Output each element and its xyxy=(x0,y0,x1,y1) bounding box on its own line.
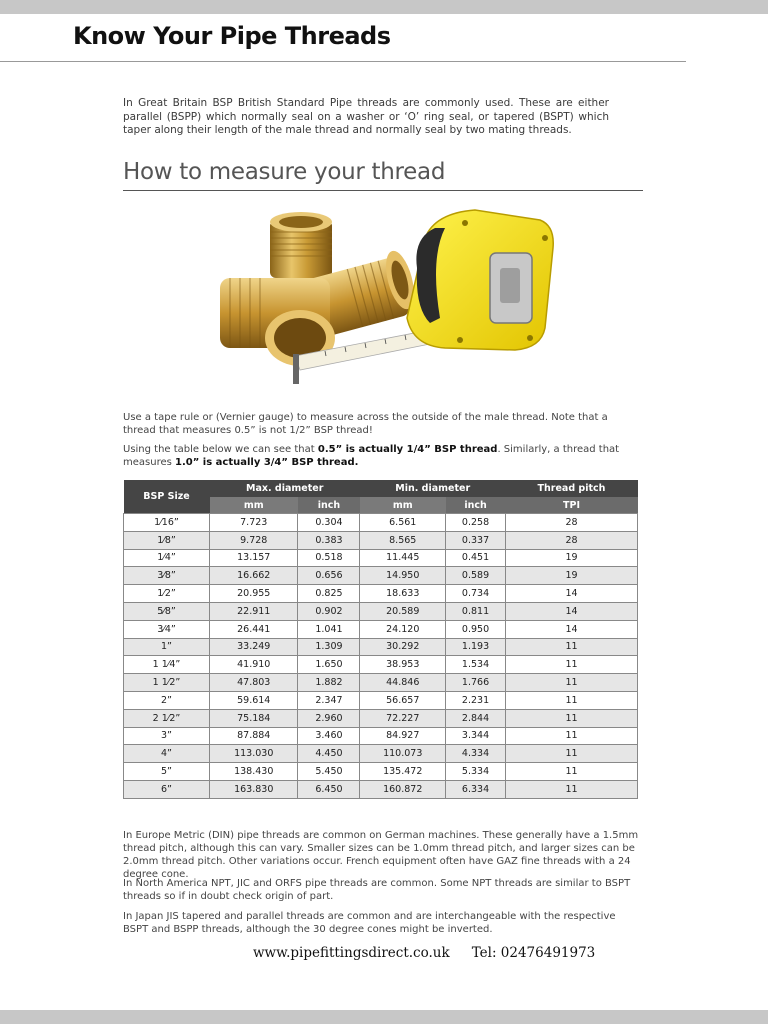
cell-min-inch: 1.193 xyxy=(446,638,506,656)
cell-min-mm: 56.657 xyxy=(360,691,446,709)
cell-bsp-size: 2” xyxy=(124,691,210,709)
japan-paragraph: In Japan JIS tapered and parallel threads are common and are interchangeable with the respective BSPT and BSPP threads, although the 30 degree cones might be inverted. xyxy=(123,911,616,935)
cell-max-mm: 87.884 xyxy=(210,727,298,745)
cell-min-mm: 38.953 xyxy=(360,656,446,674)
cell-max-mm: 22.911 xyxy=(210,602,298,620)
cell-tpi: 11 xyxy=(505,638,637,656)
cell-min-inch: 0.734 xyxy=(446,585,506,603)
top-border-bar xyxy=(0,0,768,14)
cell-max-inch: 2.960 xyxy=(298,709,360,727)
section-divider xyxy=(123,190,643,191)
cell-bsp-size: 1” xyxy=(124,638,210,656)
cell-min-mm: 135.472 xyxy=(360,763,446,781)
example-paragraph xyxy=(123,443,643,469)
subheader-min-inch: inch xyxy=(446,497,506,514)
cell-min-mm: 110.073 xyxy=(360,745,446,763)
cell-max-inch: 1.309 xyxy=(298,638,360,656)
header-min-diameter: Min. diameter xyxy=(360,480,506,497)
table-row xyxy=(124,780,638,798)
cell-max-inch: 0.825 xyxy=(298,585,360,603)
cell-max-inch: 1.650 xyxy=(298,656,360,674)
table-row xyxy=(124,585,638,603)
cell-max-inch: 0.304 xyxy=(298,514,360,532)
cell-min-mm: 8.565 xyxy=(360,531,446,549)
cell-max-mm: 163.830 xyxy=(210,780,298,798)
cell-max-inch: 0.902 xyxy=(298,602,360,620)
cell-max-mm: 47.803 xyxy=(210,674,298,692)
cell-bsp-size: 1 1⁄4” xyxy=(124,656,210,674)
cell-bsp-size: 1 1⁄2” xyxy=(124,674,210,692)
cell-bsp-size: 5⁄8” xyxy=(124,602,210,620)
cell-max-mm: 41.910 xyxy=(210,656,298,674)
cell-min-mm: 20.589 xyxy=(360,602,446,620)
cell-bsp-size: 1⁄2” xyxy=(124,585,210,603)
cell-max-mm: 33.249 xyxy=(210,638,298,656)
cell-tpi: 11 xyxy=(505,656,637,674)
cell-max-mm: 59.614 xyxy=(210,691,298,709)
cell-min-mm: 6.561 xyxy=(360,514,446,532)
table-row xyxy=(124,763,638,781)
cell-tpi: 11 xyxy=(505,691,637,709)
cell-min-inch: 4.334 xyxy=(446,745,506,763)
cell-min-inch: 1.766 xyxy=(446,674,506,692)
cell-min-mm: 72.227 xyxy=(360,709,446,727)
example-lead: Using the table below we can see that xyxy=(123,444,318,455)
cell-tpi: 11 xyxy=(505,709,637,727)
subheader-max-inch: inch xyxy=(298,497,360,514)
telephone-number: Tel: 02476491973 xyxy=(471,945,596,961)
cell-min-mm: 160.872 xyxy=(360,780,446,798)
cell-min-mm: 44.846 xyxy=(360,674,446,692)
subheader-min-mm: mm xyxy=(360,497,446,514)
cell-min-inch: 3.344 xyxy=(446,727,506,745)
cell-max-inch: 1.882 xyxy=(298,674,360,692)
cell-tpi: 11 xyxy=(505,780,637,798)
cell-max-mm: 9.728 xyxy=(210,531,298,549)
cell-max-mm: 26.441 xyxy=(210,620,298,638)
cell-min-mm: 84.927 xyxy=(360,727,446,745)
cell-max-mm: 13.157 xyxy=(210,549,298,567)
cell-bsp-size: 3⁄4” xyxy=(124,620,210,638)
website-link[interactable]: www.pipefittingsdirect.co.uk xyxy=(253,945,450,961)
table-row xyxy=(124,514,638,532)
north-america-paragraph: In North America NPT, JIC and ORFS pipe threads are common. Some NPT threads are similar to BSPT threads so if in doubt check origin of part. xyxy=(123,878,631,902)
fittings-and-tape-measure-photo xyxy=(145,198,575,398)
table-row xyxy=(124,674,638,692)
cell-tpi: 14 xyxy=(505,620,637,638)
cell-min-inch: 6.334 xyxy=(446,780,506,798)
example-highlight-2: 1.0” is actually 3/4” BSP thread. xyxy=(175,457,359,468)
cell-min-mm: 14.950 xyxy=(360,567,446,585)
cell-max-inch: 6.450 xyxy=(298,780,360,798)
cell-bsp-size: 1⁄16” xyxy=(124,514,210,532)
table-row xyxy=(124,691,638,709)
table-row xyxy=(124,638,638,656)
cell-bsp-size: 1⁄4” xyxy=(124,549,210,567)
cell-tpi: 19 xyxy=(505,567,637,585)
cell-max-mm: 113.030 xyxy=(210,745,298,763)
table-row xyxy=(124,549,638,567)
cell-max-inch: 2.347 xyxy=(298,691,360,709)
cell-tpi: 19 xyxy=(505,549,637,567)
cell-min-inch: 0.950 xyxy=(446,620,506,638)
cell-min-inch: 1.534 xyxy=(446,656,506,674)
footer-contact xyxy=(253,945,595,961)
cell-tpi: 11 xyxy=(505,727,637,745)
tape-measure-case xyxy=(407,210,553,350)
cell-tpi: 14 xyxy=(505,585,637,603)
header-bsp-size: BSP Size xyxy=(124,480,210,514)
cell-max-inch: 3.460 xyxy=(298,727,360,745)
table-row xyxy=(124,567,638,585)
table-row xyxy=(124,656,638,674)
cell-min-mm: 24.120 xyxy=(360,620,446,638)
cell-min-inch: 0.811 xyxy=(446,602,506,620)
cell-max-mm: 138.430 xyxy=(210,763,298,781)
cell-min-mm: 11.445 xyxy=(360,549,446,567)
cell-bsp-size: 2 1⁄2” xyxy=(124,709,210,727)
cell-min-inch: 0.258 xyxy=(446,514,506,532)
subheader-tpi: TPI xyxy=(505,497,637,514)
cell-max-inch: 4.450 xyxy=(298,745,360,763)
cell-bsp-size: 5” xyxy=(124,763,210,781)
table-row xyxy=(124,727,638,745)
cell-max-inch: 0.518 xyxy=(298,549,360,567)
cell-min-inch: 0.451 xyxy=(446,549,506,567)
table-row xyxy=(124,531,638,549)
cell-bsp-size: 3” xyxy=(124,727,210,745)
table-row xyxy=(124,620,638,638)
cell-tpi: 28 xyxy=(505,531,637,549)
cell-max-inch: 1.041 xyxy=(298,620,360,638)
cell-min-mm: 18.633 xyxy=(360,585,446,603)
table-body xyxy=(124,514,638,799)
cell-max-inch: 5.450 xyxy=(298,763,360,781)
cell-bsp-size: 4” xyxy=(124,745,210,763)
cell-tpi: 11 xyxy=(505,674,637,692)
cell-min-inch: 5.334 xyxy=(446,763,506,781)
cell-tpi: 11 xyxy=(505,745,637,763)
cell-bsp-size: 6” xyxy=(124,780,210,798)
bsp-thread-table xyxy=(123,480,638,799)
table-row xyxy=(124,745,638,763)
cell-min-inch: 2.231 xyxy=(446,691,506,709)
cell-max-mm: 7.723 xyxy=(210,514,298,532)
cell-min-inch: 0.589 xyxy=(446,567,506,585)
europe-paragraph: In Europe Metric (DIN) pipe threads are common on German machines. These generally have a 1.5mm thread pitch, although this can vary. Smaller sizes can be 1.0mm thread pitch, and larger sizes can be 2.0mm thread pitch. Other variations occur. French equipment often have GAZ fine threads with a 24 degree cone. xyxy=(123,830,639,880)
cell-bsp-size: 1⁄8” xyxy=(124,531,210,549)
example-highlight-1: 0.5” is actually 1/4” BSP thread xyxy=(317,444,498,455)
bottom-border-bar xyxy=(0,1010,768,1024)
header-max-diameter: Max. diameter xyxy=(210,480,360,497)
cell-max-mm: 16.662 xyxy=(210,567,298,585)
cell-max-inch: 0.383 xyxy=(298,531,360,549)
table-row xyxy=(124,709,638,727)
measure-instruction: Use a tape rule or (Vernier gauge) to measure across the outside of the male thread. Note that a thread that measures 0.5” is not 1/2” BSP thread! xyxy=(123,412,608,436)
cell-min-mm: 30.292 xyxy=(360,638,446,656)
example-mid: . Similarly, a thread that measures xyxy=(123,444,620,468)
intro-paragraph: In Great Britain BSP British Standard Pipe threads are commonly used. These are either parallel (BSPP) which normally seal on a washer or ‘O’ ring seal, or tapered (BSPT) which taper along their length of the male thread and normally seal by two mating threads. xyxy=(123,97,609,136)
brass-fitting-top xyxy=(270,212,332,278)
cell-max-mm: 20.955 xyxy=(210,585,298,603)
subheader-max-mm: mm xyxy=(210,497,298,514)
title-divider xyxy=(0,61,686,62)
cell-tpi: 28 xyxy=(505,514,637,532)
section-heading: How to measure your thread xyxy=(123,159,446,185)
table-row xyxy=(124,602,638,620)
cell-bsp-size: 3⁄8” xyxy=(124,567,210,585)
page-title: Know Your Pipe Threads xyxy=(73,22,391,50)
cell-max-mm: 75.184 xyxy=(210,709,298,727)
cell-min-inch: 0.337 xyxy=(446,531,506,549)
cell-min-inch: 2.844 xyxy=(446,709,506,727)
cell-tpi: 14 xyxy=(505,602,637,620)
header-thread-pitch: Thread pitch xyxy=(505,480,637,497)
cell-max-inch: 0.656 xyxy=(298,567,360,585)
cell-tpi: 11 xyxy=(505,763,637,781)
